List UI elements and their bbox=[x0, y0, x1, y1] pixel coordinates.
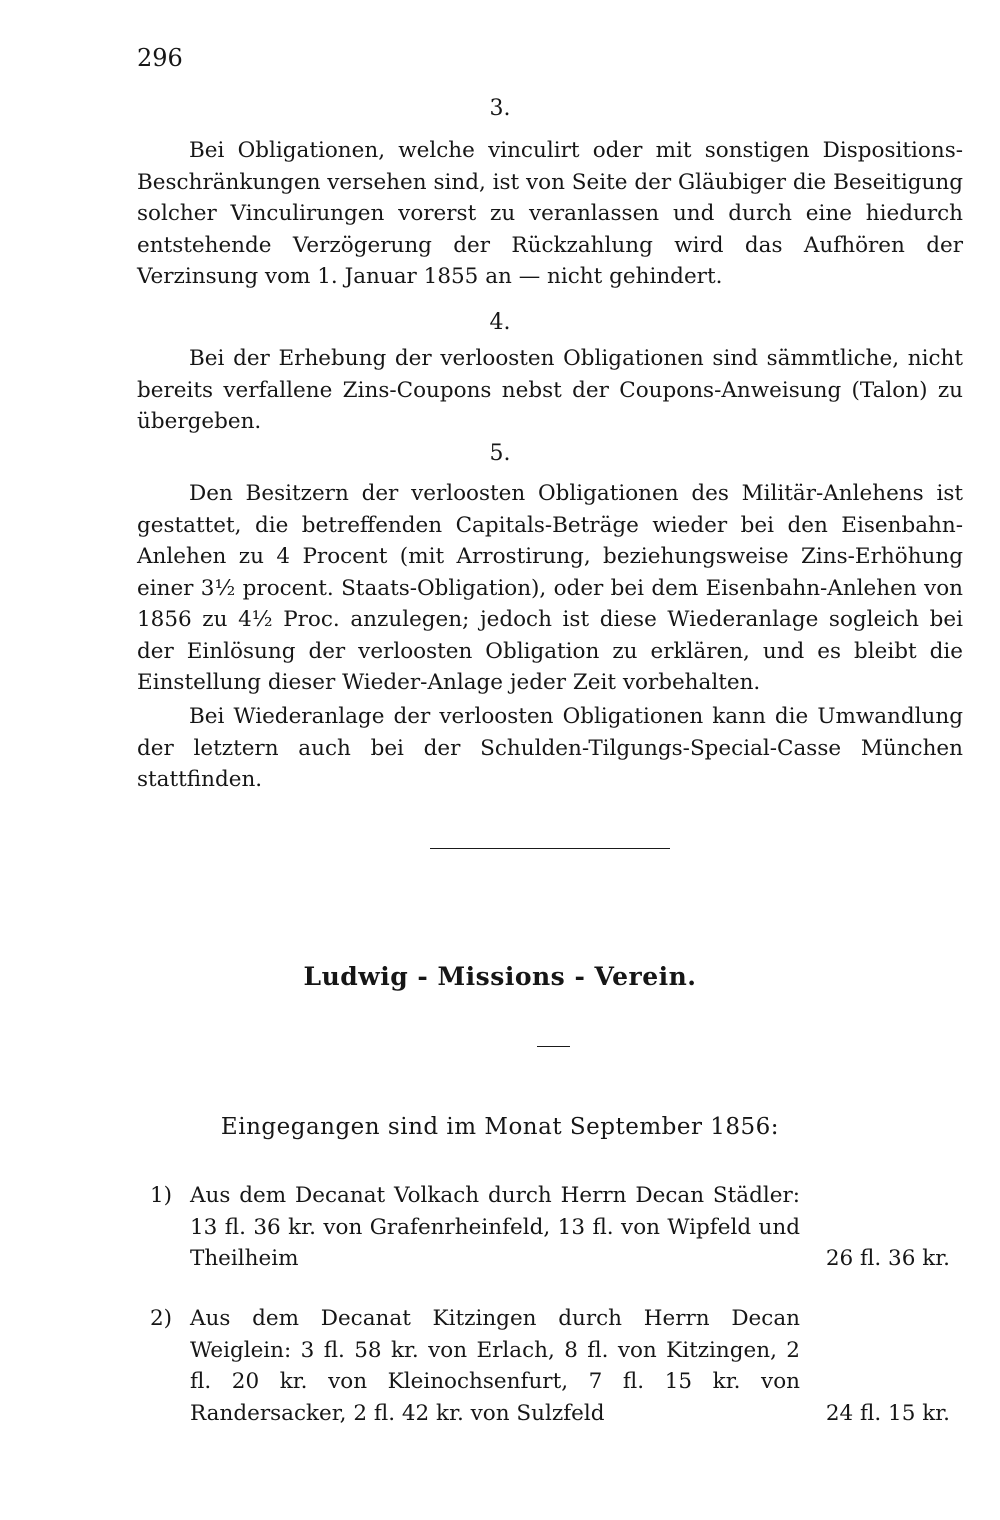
section-number-5: 5. bbox=[489, 441, 511, 466]
heading: Ludwig - Missions - Verein. bbox=[303, 962, 697, 991]
entry-number: 1) bbox=[150, 1183, 173, 1208]
subheading: Eingegangen sind im Monat September 1856: bbox=[220, 1114, 780, 1140]
page-number: 296 bbox=[137, 44, 183, 72]
entry-text: Aus dem Decanat Kitzingen durch Herrn Decan Weiglein: 3 fl. 58 kr. von Erlach, 8 fl. von Kitzingen, 2 fl. 20 kr. von Kleinochsenfurt, 7 fl. 15 kr. von Randersacker, 2 fl. 42 kr. von Sulzfeld bbox=[190, 1306, 800, 1426]
section-5-paragraph-1: Den Besitzern der verloosten Obligationen des Militär-Anlehens ist gestattet, die betreffenden Capitals-Beträge wieder bei den Eisenbahn-Anlehen zu 4 Procent (mit Arrostirung, beziehungsweise Zins-Erhöhung einer 3½ procent. Staats-Obligation), oder bei dem Eisenbahn-Anlehen von 1856 zu 4½ Proc. anzulegen; jedoch ist diese Wiederanlage sogleich bei der Einlösung der verloosten Obligation zu erklären, und es bleibt die Einstellung dieser Wieder-Anlage jeder Zeit vorbehalten. bbox=[137, 481, 963, 695]
entry-amount: 26 fl. 36 kr. bbox=[825, 1245, 950, 1271]
divider-rule bbox=[430, 848, 670, 849]
section-number-3: 3. bbox=[489, 96, 511, 121]
section-3-paragraph: Bei Obligationen, welche vinculirt oder mit sonstigen Dispositions-Beschränkungen versehen sind, ist von Seite der Gläubiger die Beseitigung solcher Vinculirungen vorerst zu veranlassen und durch eine hiedurch entstehende Verzögerung der Rückzahlung wird das Aufhören der Verzinsung vom 1. Januar 1855 an — nicht gehindert. bbox=[137, 138, 963, 289]
list-item bbox=[150, 1303, 950, 1429]
entry-text: Aus dem Decanat Volkach durch Herrn Decan Städler: 13 fl. 36 kr. von Grafenrheinfeld, 13 fl. von Wipfeld und Theilheim bbox=[190, 1183, 800, 1271]
section-5-paragraph-2: Bei Wiederanlage der verloosten Obligationen kann die Umwandlung der letztern auch bei der Schulden-Tilgungs-Special-Casse München stattfinden. bbox=[137, 704, 963, 792]
entry-number: 2) bbox=[150, 1306, 173, 1331]
section-4-paragraph: Bei der Erhebung der verloosten Obligationen sind sämmtliche, nicht bereits verfallene Zins-Coupons nebst der Coupons-Anweisung (Talon) zu übergeben. bbox=[137, 346, 963, 434]
section-number-4: 4. bbox=[489, 310, 511, 335]
short-divider-rule bbox=[537, 1046, 570, 1047]
list-item bbox=[150, 1180, 950, 1274]
entry-amount: 24 fl. 15 kr. bbox=[825, 1400, 950, 1426]
